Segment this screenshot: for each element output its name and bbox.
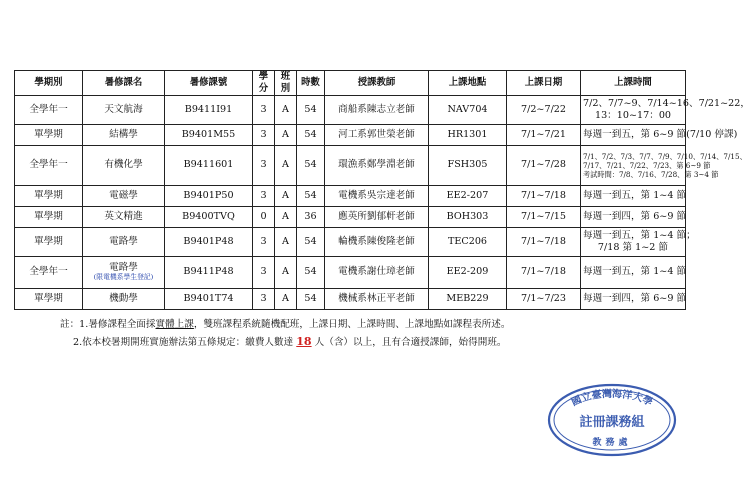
footnote-1-prefix: 註：1.暑修課程全面採 bbox=[60, 319, 156, 330]
cell-hours: 54 bbox=[297, 185, 325, 206]
footnote-1 bbox=[60, 316, 510, 333]
time-line: 每週一到五，第 1~4 節 bbox=[583, 189, 687, 201]
cell-section: A bbox=[275, 124, 297, 145]
cell-room: BOH303 bbox=[429, 206, 507, 227]
cell-times bbox=[581, 95, 750, 124]
cell-teacher: 機械系林正平老師 bbox=[325, 288, 429, 309]
cell-section: A bbox=[275, 227, 297, 256]
seal-center-text: 註冊課務組 bbox=[579, 415, 645, 430]
cell-term: 單學期 bbox=[15, 124, 83, 145]
cell-hours: 54 bbox=[297, 227, 325, 256]
cell-times bbox=[581, 206, 686, 227]
cell-dates: 7/1~7/21 bbox=[507, 124, 581, 145]
table-row bbox=[15, 288, 686, 309]
cell-course-code: B9401T74 bbox=[165, 288, 253, 309]
cell-dates: 7/1~7/23 bbox=[507, 288, 581, 309]
cell-teacher: 電機系吳宗達老師 bbox=[325, 185, 429, 206]
cell-teacher: 商船系陳志立老師 bbox=[325, 95, 429, 124]
cell-term: 單學期 bbox=[15, 206, 83, 227]
cell-term: 全學年一 bbox=[15, 145, 83, 185]
time-line: 每週一到四，第 6~9 節 bbox=[583, 292, 687, 304]
footnotes bbox=[60, 316, 510, 351]
table-row bbox=[15, 227, 686, 256]
cell-course-name: 機動學 bbox=[83, 288, 165, 309]
cell-dates: 7/2~7/22 bbox=[507, 95, 581, 124]
footnote-2 bbox=[60, 333, 510, 351]
cell-times bbox=[581, 256, 686, 288]
cell-term: 單學期 bbox=[15, 185, 83, 206]
cell-times bbox=[581, 227, 696, 256]
cell-times bbox=[581, 288, 686, 309]
table-row bbox=[15, 124, 686, 145]
header-dates: 上課日期 bbox=[507, 71, 581, 96]
cell-credits: 3 bbox=[253, 256, 275, 288]
header-teacher: 授課教師 bbox=[325, 71, 429, 96]
seal-top-text: 國立臺灣海洋大學 bbox=[569, 388, 655, 409]
cell-room: NAV704 bbox=[429, 95, 507, 124]
cell-section: A bbox=[275, 206, 297, 227]
header-course-name: 暑修課名 bbox=[83, 71, 165, 96]
cell-room: TEC206 bbox=[429, 227, 507, 256]
cell-hours: 54 bbox=[297, 256, 325, 288]
table-row bbox=[15, 95, 686, 124]
cell-hours: 54 bbox=[297, 95, 325, 124]
cell-credits: 3 bbox=[253, 95, 275, 124]
cell-course-code: B9401P48 bbox=[165, 227, 253, 256]
table-header-row bbox=[15, 71, 686, 96]
cell-hours: 54 bbox=[297, 124, 325, 145]
cell-times bbox=[581, 124, 738, 145]
cell-teacher: 應英所劉郁軒老師 bbox=[325, 206, 429, 227]
time-line: 7/17、7/21、7/22、7/23、第 6~9 節 bbox=[583, 160, 711, 170]
cell-hours: 54 bbox=[297, 288, 325, 309]
footnote-1-emphasis: 實體上課 bbox=[155, 319, 194, 330]
cell-credits: 3 bbox=[253, 145, 275, 185]
cell-course-name: 結構學 bbox=[83, 124, 165, 145]
time-line: 每週一到五，第 1~4 節； bbox=[583, 229, 696, 241]
seal-bottom-text: 教務處 bbox=[592, 438, 632, 448]
cell-course-name: 電磁學 bbox=[83, 185, 165, 206]
cell-credits: 3 bbox=[253, 185, 275, 206]
cell-room: FSH305 bbox=[429, 145, 507, 185]
cell-dates: 7/1~7/28 bbox=[507, 145, 581, 185]
header-credits: 學分 bbox=[253, 71, 275, 96]
exam-time-line: 考試時間：7/8、7/16、7/28、第 3~4 節 bbox=[583, 169, 719, 179]
cell-course-code: B9411P48 bbox=[165, 256, 253, 288]
header-course-code: 暑修課號 bbox=[165, 71, 253, 96]
cell-section: A bbox=[275, 185, 297, 206]
cell-room: EE2-207 bbox=[429, 185, 507, 206]
cell-room: HR1301 bbox=[429, 124, 507, 145]
cell-times bbox=[581, 145, 747, 185]
cell-term: 全學年一 bbox=[15, 256, 83, 288]
cell-teacher: 輪機系陳俊隆老師 bbox=[325, 227, 429, 256]
cell-room: EE2-209 bbox=[429, 256, 507, 288]
cell-credits: 3 bbox=[253, 288, 275, 309]
cell-room: MEB229 bbox=[429, 288, 507, 309]
header-room: 上課地點 bbox=[429, 71, 507, 96]
cell-teacher: 電機系謝仕璋老師 bbox=[325, 256, 429, 288]
cell-teacher: 環漁系鄭學淵老師 bbox=[325, 145, 429, 185]
header-term: 學期別 bbox=[15, 71, 83, 96]
cell-hours: 54 bbox=[297, 145, 325, 185]
cell-course-name: 天文航海 bbox=[83, 95, 165, 124]
min-enrollment-number: 18 bbox=[296, 335, 312, 348]
cell-credits: 3 bbox=[253, 124, 275, 145]
cell-course-name: 英文精進 bbox=[83, 206, 165, 227]
footnote-2-suffix: 人（含）以上，且有合適授課師，始得開班。 bbox=[314, 337, 507, 348]
cell-term: 單學期 bbox=[15, 288, 83, 309]
cell-credits: 3 bbox=[253, 227, 275, 256]
footnote-2-prefix: 2.依本校暑期開班實施辦法第五條規定：繳費人數達 bbox=[73, 337, 294, 348]
cell-course-code: B9400TVQ bbox=[165, 206, 253, 227]
cell-section: A bbox=[275, 145, 297, 185]
cell-section: A bbox=[275, 256, 297, 288]
cell-course-name: 電路學 bbox=[83, 227, 165, 256]
cell-times bbox=[581, 185, 686, 206]
course-name-text: 電路學 bbox=[109, 262, 138, 274]
cell-course-name bbox=[83, 256, 165, 288]
cell-course-code: B9401M55 bbox=[165, 124, 253, 145]
cell-credits: 0 bbox=[253, 206, 275, 227]
table-row bbox=[15, 185, 686, 206]
footnote-1-suffix: ，雙班課程系統隨機配班，上課日期、上課時間、上課地點如課程表所述。 bbox=[193, 319, 511, 330]
cell-teacher: 河工系郭世榮老師 bbox=[325, 124, 429, 145]
header-times: 上課時間 bbox=[581, 71, 686, 96]
time-line: 7/1、7/2、7/3、7/7、7/9、7/10、7/14、7/15、 bbox=[583, 151, 747, 161]
header-section: 班別 bbox=[275, 71, 297, 96]
registrar-seal bbox=[546, 382, 678, 458]
cell-course-name: 有機化學 bbox=[83, 145, 165, 185]
cell-course-code: B9401P50 bbox=[165, 185, 253, 206]
cell-section: A bbox=[275, 95, 297, 124]
cell-course-code: B9411I91 bbox=[165, 95, 253, 124]
course-restriction-note: (限電機系學生登記) bbox=[93, 273, 154, 282]
time-line: 每週一到四，第 6~9 節 bbox=[583, 210, 687, 222]
cell-hours: 36 bbox=[297, 206, 325, 227]
table-row bbox=[15, 256, 686, 288]
cell-dates: 7/1~7/18 bbox=[507, 256, 581, 288]
time-line: 每週一到五，第 6~9 節(7/10 停課) bbox=[583, 128, 738, 140]
header-hours: 時數 bbox=[297, 71, 325, 96]
time-line: 7/18 第 1~2 節 bbox=[597, 241, 669, 253]
cell-section: A bbox=[275, 288, 297, 309]
cell-term: 全學年一 bbox=[15, 95, 83, 124]
summer-course-table bbox=[14, 70, 750, 310]
cell-term: 單學期 bbox=[15, 227, 83, 256]
cell-dates: 7/1~7/15 bbox=[507, 206, 581, 227]
table-row bbox=[15, 206, 686, 227]
time-line: 13：10~17：00 bbox=[594, 109, 672, 121]
cell-course-code: B9411601 bbox=[165, 145, 253, 185]
cell-dates: 7/1~7/18 bbox=[507, 227, 581, 256]
cell-dates: 7/1~7/18 bbox=[507, 185, 581, 206]
time-line: 7/2、7/7~9、7/14~16、7/21~22， bbox=[583, 97, 750, 109]
table-row bbox=[15, 145, 686, 185]
time-line: 每週一到五，第 1~4 節 bbox=[583, 266, 687, 277]
